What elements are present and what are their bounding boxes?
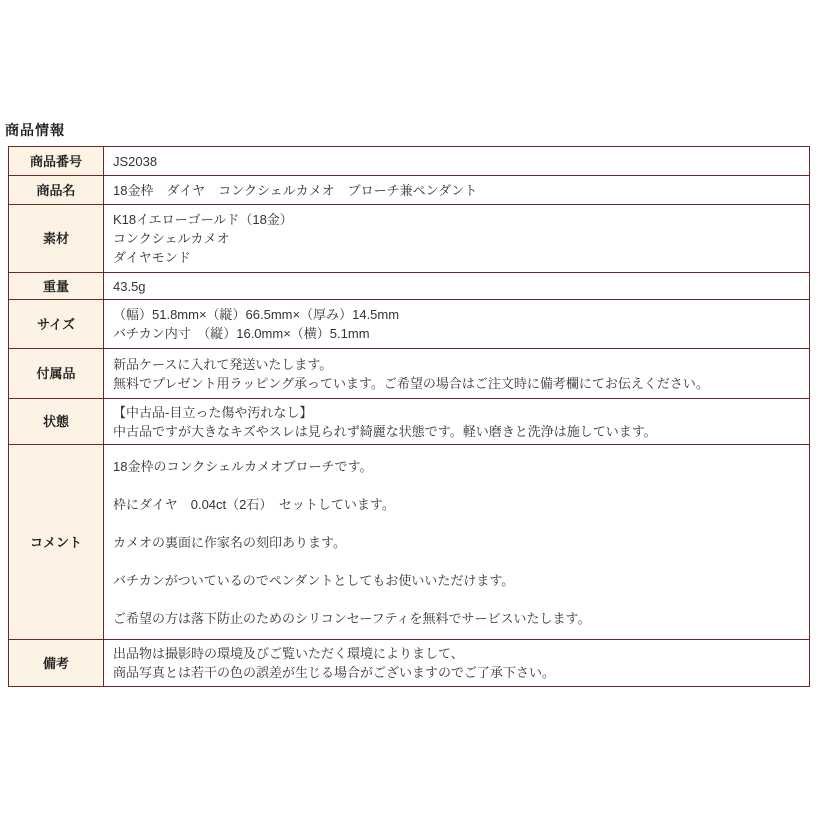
value-line: K18イエローゴールド（18金） xyxy=(113,212,293,227)
table-row xyxy=(9,640,810,687)
row-value-product-number xyxy=(104,147,810,176)
row-value-material xyxy=(104,205,810,273)
value-line: コンクシェルカメオ xyxy=(113,231,230,246)
row-label-product-number: 商品番号 xyxy=(9,147,104,176)
table-row xyxy=(9,349,810,399)
value-line: バチカン内寸 （縦）16.0mm×（横）5.1mm xyxy=(113,326,370,341)
row-value-condition xyxy=(104,399,810,445)
row-label-product-name: 商品名 xyxy=(9,176,104,205)
table-row xyxy=(9,147,810,176)
row-value-product-name xyxy=(104,176,810,205)
value-line: 商品写真とは若干の色の誤差が生じる場合がございますのでご了承下さい。 xyxy=(113,665,556,680)
value-line: 枠にダイヤ 0.04ct（2石） セットしています。 xyxy=(113,496,395,512)
product-info-table xyxy=(8,146,810,687)
row-value-comment xyxy=(104,445,810,640)
value-line: JS2038 xyxy=(113,153,158,169)
row-label-size: サイズ xyxy=(9,300,104,349)
value-line: （幅）51.8mm×（縦）66.5mm×（厚み）14.5mm xyxy=(113,307,400,322)
table-row xyxy=(9,273,810,300)
value-line: 43.5g xyxy=(113,278,146,294)
value-line: ご希望の方は落下防止のためのシリコンセーフティを無料でサービスいたします。 xyxy=(113,610,591,626)
row-value-size xyxy=(104,300,810,349)
table-row xyxy=(9,399,810,445)
row-label-condition: 状態 xyxy=(9,399,104,445)
value-line: ダイヤモンド xyxy=(113,250,191,265)
value-line: 18金枠 ダイヤ コンクシェルカメオ ブローチ兼ペンダント xyxy=(113,182,478,198)
row-label-weight: 重量 xyxy=(9,273,104,300)
table-row xyxy=(9,300,810,349)
row-label-comment: コメント xyxy=(9,445,104,640)
value-line: 出品物は撮影時の環境及びご覧いただく環境によりまして、 xyxy=(113,646,464,661)
table-row xyxy=(9,445,810,640)
row-value-weight xyxy=(104,273,810,300)
row-value-remarks xyxy=(104,640,810,687)
row-value-accessories xyxy=(104,349,810,399)
value-line: 無料でプレゼント用ラッピング承っています。ご希望の場合はご注文時に備考欄にてお伝えください。 xyxy=(113,375,709,391)
table-row xyxy=(9,176,810,205)
value-line: バチカンがついているのでペンダントとしてもお使いいただけます。 xyxy=(113,572,515,588)
table-row xyxy=(9,205,810,273)
value-line: 【中古品-目立った傷や汚れなし】 xyxy=(113,404,313,420)
value-line: 新品ケースに入れて発送いたします。 xyxy=(113,356,333,372)
value-line: カメオの裏面に作家名の刻印あります。 xyxy=(113,534,346,550)
value-line: 18金枠のコンクシェルカメオブローチです。 xyxy=(113,458,373,474)
row-label-material: 素材 xyxy=(9,205,104,273)
row-label-remarks: 備考 xyxy=(9,640,104,687)
page-title: 商品情報 xyxy=(5,122,65,138)
value-line: 中古品ですが大きなキズやスレは見られず綺麗な状態です。軽い磨きと洗浄は施しています。 xyxy=(113,423,657,439)
row-label-accessories: 付属品 xyxy=(9,349,104,399)
